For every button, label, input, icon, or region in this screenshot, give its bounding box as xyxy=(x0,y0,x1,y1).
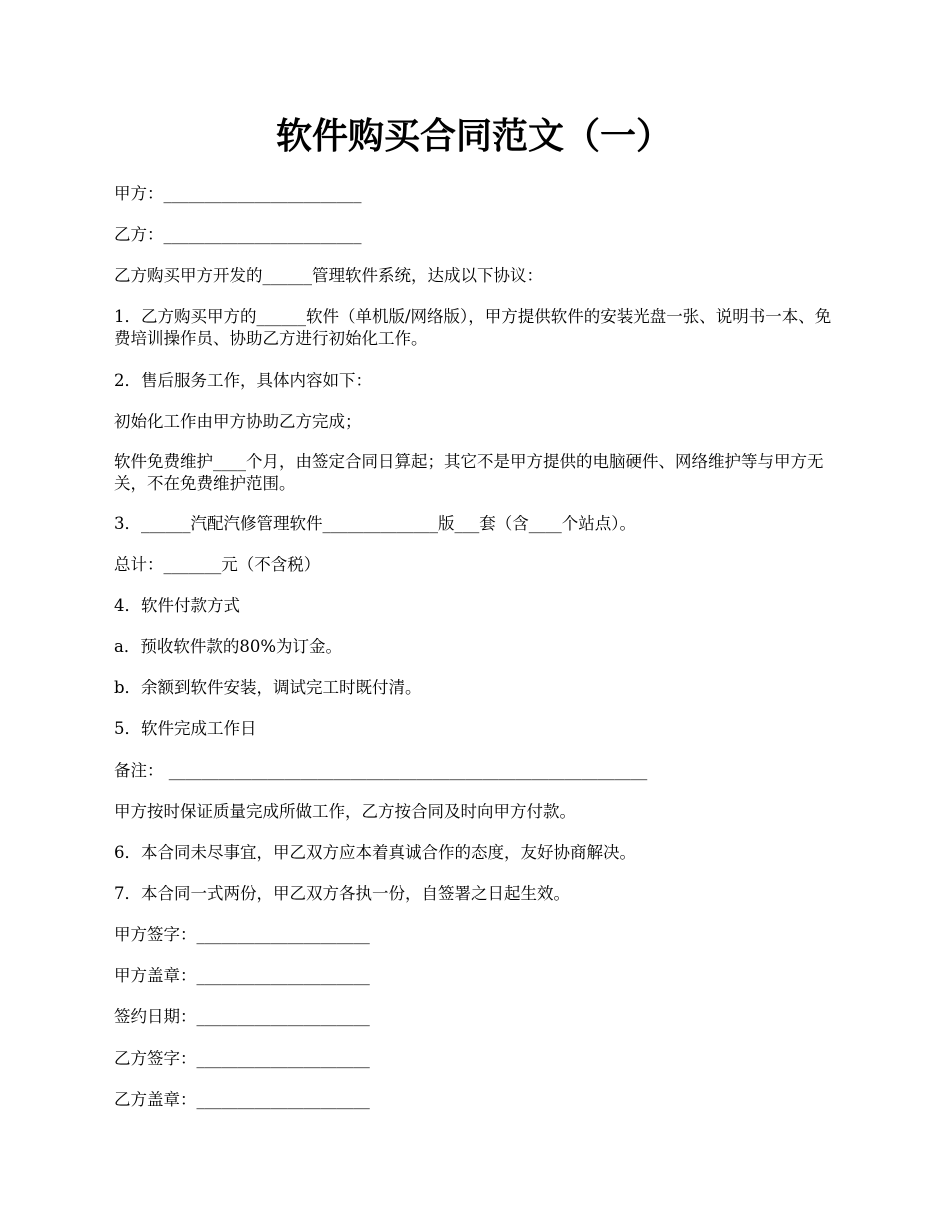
party-b-signature: 乙方签字：_____________________ xyxy=(114,1049,370,1068)
document-title: 软件购买合同范文（一） xyxy=(275,115,672,157)
guarantee-paragraph: 甲方按时保证质量完成所做工作，乙方按合同及时向甲方付款。 xyxy=(114,802,576,821)
remark-line: 备注： __________________________________________________________ xyxy=(114,761,648,780)
clause-2: 2．售后服务工作，具体内容如下： xyxy=(114,371,372,390)
clause-5: 5．软件完成工作日 xyxy=(114,719,257,738)
clause-4: 4．软件付款方式 xyxy=(114,596,240,615)
clause-6: 6．本合同未尽事宜，甲乙双方应本着真诚合作的态度，友好协商解决。 xyxy=(114,843,636,862)
clause-3: 3．______汽配汽修管理软件______________版___套（含____个站点）。 xyxy=(114,514,636,533)
party-a-line: 甲方：________________________ xyxy=(114,184,362,203)
party-a-seal: 甲方盖章：_____________________ xyxy=(114,966,370,985)
clause-7: 7．本合同一式两份，甲乙双方各执一份，自签署之日起生效。 xyxy=(114,884,570,903)
clause-2-initialization: 初始化工作由甲方协助乙方完成； xyxy=(114,412,362,431)
intro-paragraph: 乙方购买甲方开发的______管理软件系统，达成以下协议： xyxy=(114,266,543,285)
party-b-seal: 乙方盖章：_____________________ xyxy=(114,1090,370,1109)
party-a-signature: 甲方签字：_____________________ xyxy=(114,925,370,944)
party-b-line: 乙方：________________________ xyxy=(114,225,362,244)
total-line: 总计：_______元（不含税） xyxy=(114,555,321,574)
clause-4-balance: b．余额到软件安装，调试完工时既付清。 xyxy=(114,678,422,697)
clause-1: 1．乙方购买甲方的______软件（单机版/网络版），甲方提供软件的安装光盘一张、说明书一本、免费培训操作员、协助乙方进行初始化工作。 xyxy=(114,307,832,348)
clause-4-deposit: a．预收软件款的80%为订金。 xyxy=(114,637,343,656)
clause-2-maintenance: 软件免费维护____个月，由签定合同日算起；其它不是甲方提供的电脑硬件、网络维护等与甲方无关，不在免费维护范围。 xyxy=(114,452,824,493)
signing-date: 签约日期：_____________________ xyxy=(114,1007,370,1026)
